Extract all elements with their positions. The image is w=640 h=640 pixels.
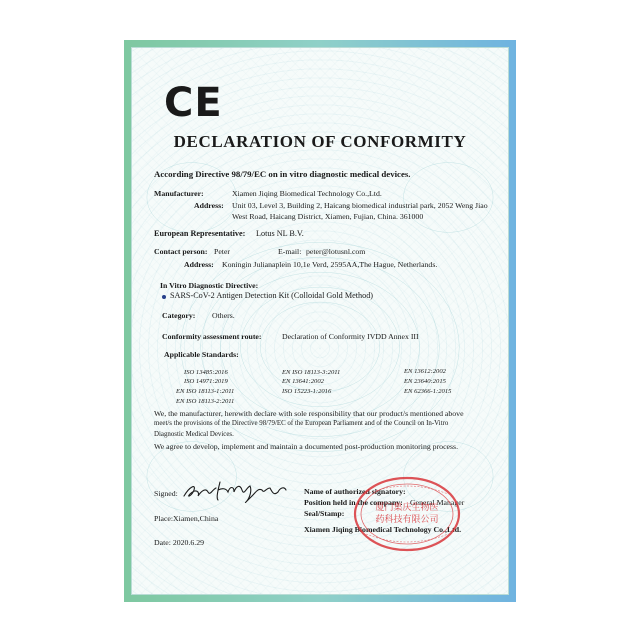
handwritten-signature xyxy=(182,476,292,506)
manufacturer-address-line2: West Road, Haicang District, Xiamen, Fujian, China. 361000 xyxy=(232,212,424,221)
conformity-route-label: Conformity assessment route: xyxy=(162,332,262,341)
signatory-name-label: Name of authorized signatory: xyxy=(304,487,406,496)
email-value: peter@lotusnl.com xyxy=(306,247,366,256)
declaration-line-2: meet/s the provisions of the Directive 98/79/EC of the European Parliament and of the Council on In-Vitro xyxy=(154,420,449,427)
stamp-text-line-2: 药科技有限公司 xyxy=(375,515,439,525)
manufacturer-address-line1: Unit 03, Level 3, Building 2, Haicang biomedical industrial park, 2052 Weng Jiao xyxy=(232,201,488,210)
ce-mark: CE xyxy=(164,80,223,126)
rep-address-label: Address: xyxy=(184,260,214,269)
company-seal-stamp xyxy=(352,474,465,554)
place-text: Place:Xiamen,China xyxy=(154,514,219,523)
signed-label: Signed: xyxy=(154,489,178,498)
manufacturer-value: Xiamen Jiqing Biomedical Technology Co.,Ltd. xyxy=(232,189,382,198)
standards-label: Applicable Standards: xyxy=(164,350,239,359)
standard-item: EN 62366-1:2015 xyxy=(404,388,452,395)
standard-item: ISO 14971:2019 xyxy=(184,378,228,385)
seal-label: Seal/Stamp: xyxy=(304,509,345,518)
position-label: Position held in the company: xyxy=(304,498,403,507)
representative-value: Lotus NL B.V. xyxy=(256,229,304,238)
standard-item: EN 13612:2002 xyxy=(404,368,446,375)
manufacturer-address-label: Address: xyxy=(194,201,224,210)
category-label: Category: xyxy=(162,311,196,320)
certificate-frame xyxy=(124,40,516,602)
directive-label: In Vitro Diagnostic Directive: xyxy=(160,281,259,290)
standard-item: ISO 15223-1:2016 xyxy=(282,388,332,395)
document-title: DECLARATION OF CONFORMITY xyxy=(173,132,467,151)
declaration-line-4: We agree to develop, implement and maintain a documented post-production monitoring process. xyxy=(154,442,459,451)
standard-item: EN ISO 18113-1:2011 xyxy=(176,388,235,395)
product-name: SARS-CoV-2 Antigen Detection Kit (Colloidal Gold Method) xyxy=(170,291,374,300)
contact-label: Contact person: xyxy=(154,247,208,256)
rep-address-value: Koningin Julianaplein 10,1e Verd, 2595AA,The Hague, Netherlands. xyxy=(222,260,438,269)
company-signature-line: Xiamen Jiqing Biomedical Technology Co.,Ltd. xyxy=(304,525,462,534)
conformity-route-value: Declaration of Conformity IVDD Annex III xyxy=(282,332,419,341)
standard-item: ISO 13485:2016 xyxy=(184,369,228,376)
standard-item: EN ISO 18113-2:2011 xyxy=(176,398,235,405)
certificate-paper xyxy=(131,47,509,595)
manufacturer-label: Manufacturer: xyxy=(154,189,204,198)
directive-subtitle: According Directive 98/79/EC on in vitro diagnostic medical devices. xyxy=(154,169,411,179)
contact-value: Peter xyxy=(214,247,231,256)
representative-label: European Representative: xyxy=(154,229,246,238)
position-value: General Manager xyxy=(410,498,465,507)
category-value: Others. xyxy=(212,311,235,320)
standard-item: EN ISO 18113-3:2011 xyxy=(282,369,341,376)
stamp-text-line-1: 厦门集庆生物医 xyxy=(375,503,439,513)
email-label: E-mail: xyxy=(278,247,302,256)
declaration-line-3: Diagnostic Medical Devices. xyxy=(154,431,234,438)
declaration-line-1: We, the manufacturer, herewith declare with sole responsibility that our product/s mentioned above xyxy=(154,409,464,418)
bullet-icon xyxy=(162,295,166,299)
standard-item: EN 13641:2002 xyxy=(282,378,324,385)
standard-item: EN 23640:2015 xyxy=(404,378,446,385)
date-text: Date: 2020.6.29 xyxy=(154,538,205,547)
